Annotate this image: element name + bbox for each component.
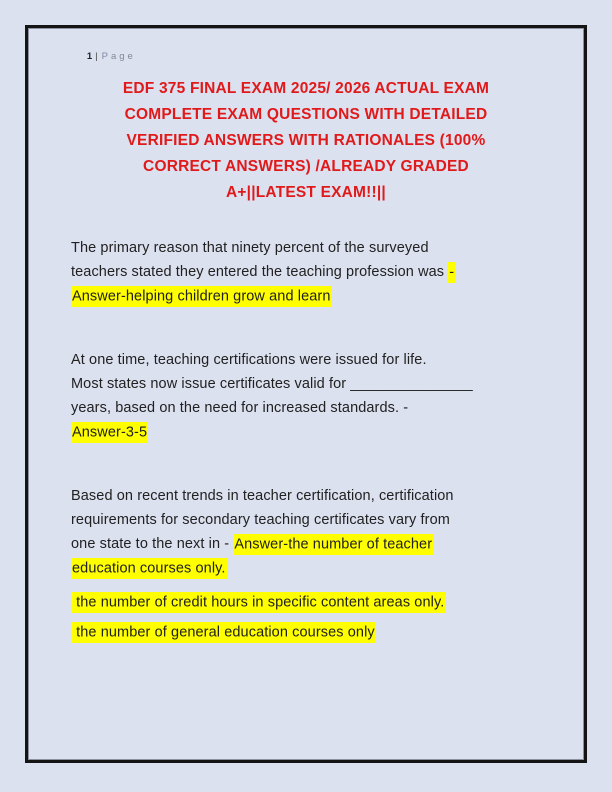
page-border-frame <box>25 25 587 763</box>
document-title-line: VERIFIED ANSWERS WITH RATIONALES (100% <box>126 132 486 149</box>
text-line <box>71 420 541 444</box>
highlighted-answer-text: - <box>448 262 455 283</box>
text-line <box>71 590 541 614</box>
question-text: teachers stated they entered the teaching profession was <box>71 264 449 280</box>
page-number: 1 <box>86 51 93 62</box>
answer-option-line <box>71 620 541 644</box>
question-paragraph <box>71 484 541 580</box>
answer-options-section <box>71 590 541 644</box>
text-line <box>71 348 541 372</box>
document-title-line: EDF 375 FINAL EXAM 2025/ 2026 ACTUAL EXAM <box>122 80 490 97</box>
question-text: requirements for secondary teaching certificates vary from <box>71 512 450 528</box>
answer-option-line <box>71 590 541 614</box>
text-line <box>71 484 541 508</box>
highlighted-answer-text: the number of credit hours in specific content areas only. <box>71 592 445 613</box>
text-line <box>71 372 541 396</box>
page-header-label: Page <box>101 51 136 62</box>
document-title <box>71 76 541 206</box>
document-title-line: COMPLETE EXAM QUESTIONS WITH DETAILED <box>124 106 488 123</box>
question-text: Based on recent trends in teacher certification, certification <box>71 488 454 504</box>
text-line <box>71 260 541 284</box>
question-paragraph <box>71 348 541 444</box>
text-line <box>71 556 541 580</box>
question-text: years, based on the need for increased standards. - <box>71 400 409 416</box>
highlighted-answer-text: Answer-the number of teacher <box>233 534 433 555</box>
highlighted-answer-text: education courses only. <box>71 558 227 579</box>
text-line <box>71 396 541 420</box>
question-text: At one time, teaching certifications were issued for life. <box>71 352 427 368</box>
page-header-separator: | <box>95 51 98 62</box>
document-title-line: CORRECT ANSWERS) /ALREADY GRADED <box>143 158 469 175</box>
text-line <box>71 620 541 644</box>
highlighted-answer-text: Answer-3-5 <box>71 422 148 443</box>
text-line <box>71 508 541 532</box>
question-text: one state to the next in - <box>71 536 234 552</box>
highlighted-answer-text: Answer-helping children grow and learn <box>71 286 332 307</box>
question-text: The primary reason that ninety percent of the surveyed <box>71 240 429 256</box>
question-text: Most states now issue certificates valid for _______________ <box>71 376 473 392</box>
document-title-line: A+||LATEST EXAM!!|| <box>226 184 386 201</box>
text-line <box>71 284 541 308</box>
questions-section <box>71 236 541 580</box>
question-paragraph <box>71 236 541 308</box>
text-line <box>71 236 541 260</box>
highlighted-answer-text: the number of general education courses only <box>71 622 376 643</box>
text-line <box>71 532 541 556</box>
page-header <box>71 36 541 62</box>
